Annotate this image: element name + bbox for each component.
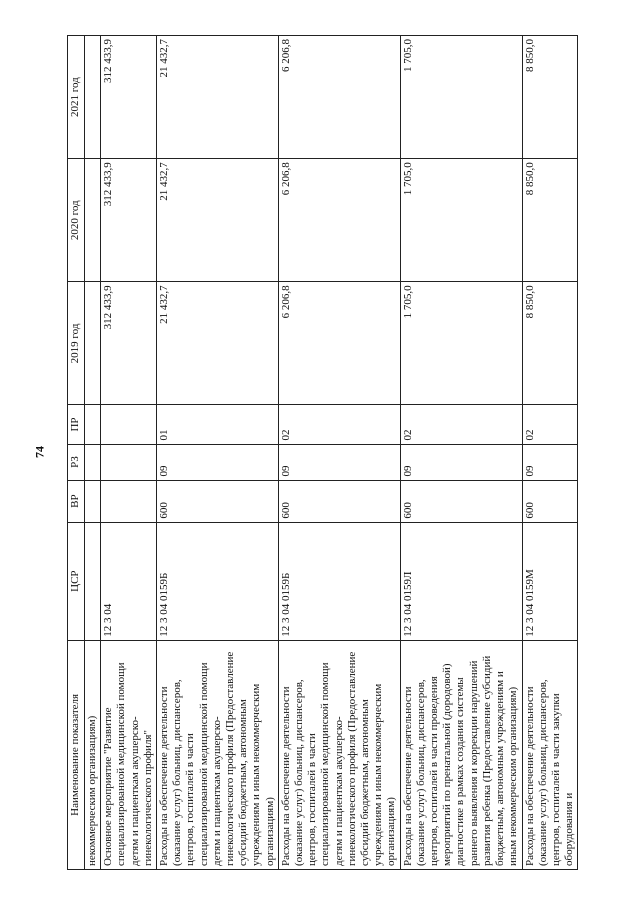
table-header-row — [67, 35, 84, 869]
rotated-page-content — [67, 35, 574, 870]
cell-2019: 312 433,9 — [100, 281, 156, 404]
cell-pr: 02 — [278, 404, 400, 443]
cell-2019: 8 850,0 — [522, 281, 578, 404]
cell-pr: 02 — [400, 404, 522, 443]
cell-2020 — [84, 158, 100, 281]
cell-csr — [84, 522, 100, 640]
header-vr: ВР — [67, 480, 84, 522]
header-csr: ЦСР — [67, 522, 84, 640]
cell-2020: 21 432,7 — [156, 158, 278, 281]
cell-vr: 600 — [278, 480, 400, 522]
cell-vr: 600 — [400, 480, 522, 522]
cell-vr: 600 — [156, 480, 278, 522]
cell-rz: 09 — [522, 444, 578, 480]
cell-name: Расходы на обеспечение деятельности (оказание услуг) больниц, диспансеров, центров, госпиталей в части закупки оборудования и — [522, 640, 578, 869]
cell-2021: 6 206,8 — [278, 35, 400, 158]
cell-2021: 312 433,9 — [100, 35, 156, 158]
page-number: 74 — [32, 446, 47, 458]
cell-pr: 01 — [156, 404, 278, 443]
cell-pr: 02 — [522, 404, 578, 443]
table-row — [278, 35, 400, 869]
header-2019: 2019 год — [67, 281, 84, 404]
table-row — [400, 35, 522, 869]
table-row — [100, 35, 156, 869]
cell-2020: 1 705,0 — [400, 158, 522, 281]
cell-pr — [100, 404, 156, 443]
cell-2020: 8 850,0 — [522, 158, 578, 281]
cell-2021: 21 432,7 — [156, 35, 278, 158]
cell-name: некоммерческим организациям) — [84, 640, 100, 869]
cell-name: Основное мероприятие "Развитие специализированной медицинской помощи детям и пациенткам акушерско-гинекологического профиля" — [100, 640, 156, 869]
cell-vr — [84, 480, 100, 522]
cell-csr: 12 3 04 — [100, 522, 156, 640]
cell-rz — [84, 444, 100, 480]
cell-name: Расходы на обеспечение деятельности (оказание услуг) больниц, диспансеров, центров, госпиталей в части специализированной медицинской помощи детям и пациенткам акушерско-гинекологического профиля (Предоставление субсидий бюджетным, автономным учреждениям и иным некоммерческим организациям) — [278, 640, 400, 869]
cell-name: Расходы на обеспечение деятельности (оказание услуг) больниц, диспансеров, центров, госпиталей в части проведения мероприятий по пренатальной (дородовой) диагностике в рамках создания системы раннего выявления и коррекции нарушений развития ребенка (Предоставление субсидий бюджетным, автономным учреждениям и иным некоммерческим организациям) — [400, 640, 522, 869]
cell-csr: 12 3 04 0159М — [522, 522, 578, 640]
cell-name: Расходы на обеспечение деятельности (оказание услуг) больниц, диспансеров, центров, госпиталей в части специализированной медицинской помощи детям и пациенткам акушерско-гинекологического профиля (Предоставление субсидий бюджетным, автономным учреждениям и иным некоммерческим организациям) — [156, 640, 278, 869]
cell-csr: 12 3 04 0159Б — [156, 522, 278, 640]
table-row — [156, 35, 278, 869]
cell-2019: 21 432,7 — [156, 281, 278, 404]
cell-rz: 09 — [400, 444, 522, 480]
header-2021: 2021 год — [67, 35, 84, 158]
cell-rz: 09 — [156, 444, 278, 480]
cell-2019: 1 705,0 — [400, 281, 522, 404]
budget-table — [67, 35, 578, 870]
cell-rz: 09 — [278, 444, 400, 480]
cell-2020: 6 206,8 — [278, 158, 400, 281]
cell-vr: 600 — [522, 480, 578, 522]
header-pr: ПР — [67, 404, 84, 443]
cell-rz — [100, 444, 156, 480]
cell-2019: 6 206,8 — [278, 281, 400, 404]
cell-2019 — [84, 281, 100, 404]
cell-vr — [100, 480, 156, 522]
header-2020: 2020 год — [67, 158, 84, 281]
cell-2020: 312 433,9 — [100, 158, 156, 281]
table-row — [522, 35, 578, 869]
cell-2021 — [84, 35, 100, 158]
table-row — [84, 35, 100, 869]
cell-csr: 12 3 04 0159Л — [400, 522, 522, 640]
cell-csr: 12 3 04 0159Б — [278, 522, 400, 640]
cell-pr — [84, 404, 100, 443]
cell-2021: 8 850,0 — [522, 35, 578, 158]
cell-2021: 1 705,0 — [400, 35, 522, 158]
header-name: Наименование показателя — [67, 640, 84, 869]
header-rz: РЗ — [67, 444, 84, 480]
